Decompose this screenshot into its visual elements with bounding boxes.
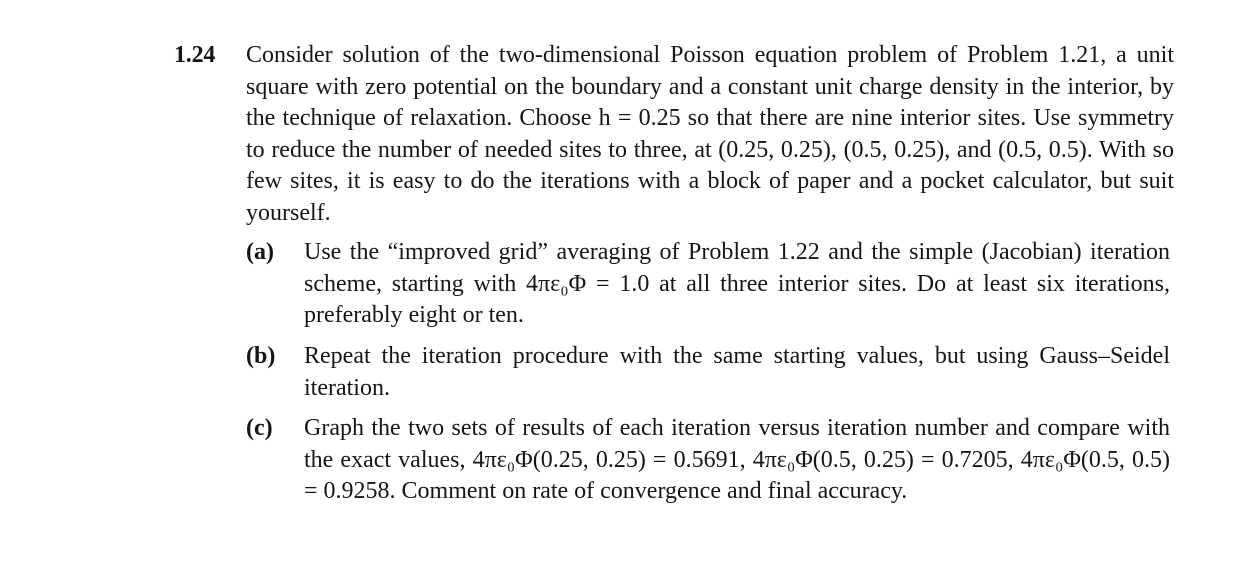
- part-b-label: (b): [246, 343, 276, 369]
- part-a-text: Use the “improved grid” averaging of Problem 1.22 and the simple (Jacobian) iteration scheme, starting with 4πε₀Φ = 1.0 at all three interior sites. Do at least six iterations, preferably eight or ten.: [304, 239, 1170, 329]
- part-b-text: Repeat the iteration procedure with the same starting values, but using Gauss–Seidel iteration.: [304, 343, 1170, 401]
- problem-number: 1.24: [174, 42, 216, 68]
- part-a-label: (a): [246, 239, 274, 265]
- part-c-label: (c): [246, 415, 273, 441]
- problem-intro-text: Consider solution of the two-dimensional Poisson equation problem of Problem 1.21, a unit square with zero potential on the boundary and a constant unit charge density in the interior, by the technique of relaxation. Choose h = 0.25 so that there are nine interior sites. Use symmetry to reduce the number of needed sites to three, at (0.25, 0.25), (0.5, 0.25), and (0.5, 0.5). With so few sites, it is easy to do the iterations with a block of paper and a pocket calculator, but suit yourself.: [246, 42, 1174, 226]
- part-c-text: Graph the two sets of results of each iteration versus iteration number and compare with the exact values, 4πε₀Φ(0.25, 0.25) = 0.5691, 4πε₀Φ(0.5, 0.25) = 0.7205, 4πε₀Φ(0.5, 0.5) = 0.9258. Comment on rate of convergence and final accuracy.: [304, 415, 1170, 505]
